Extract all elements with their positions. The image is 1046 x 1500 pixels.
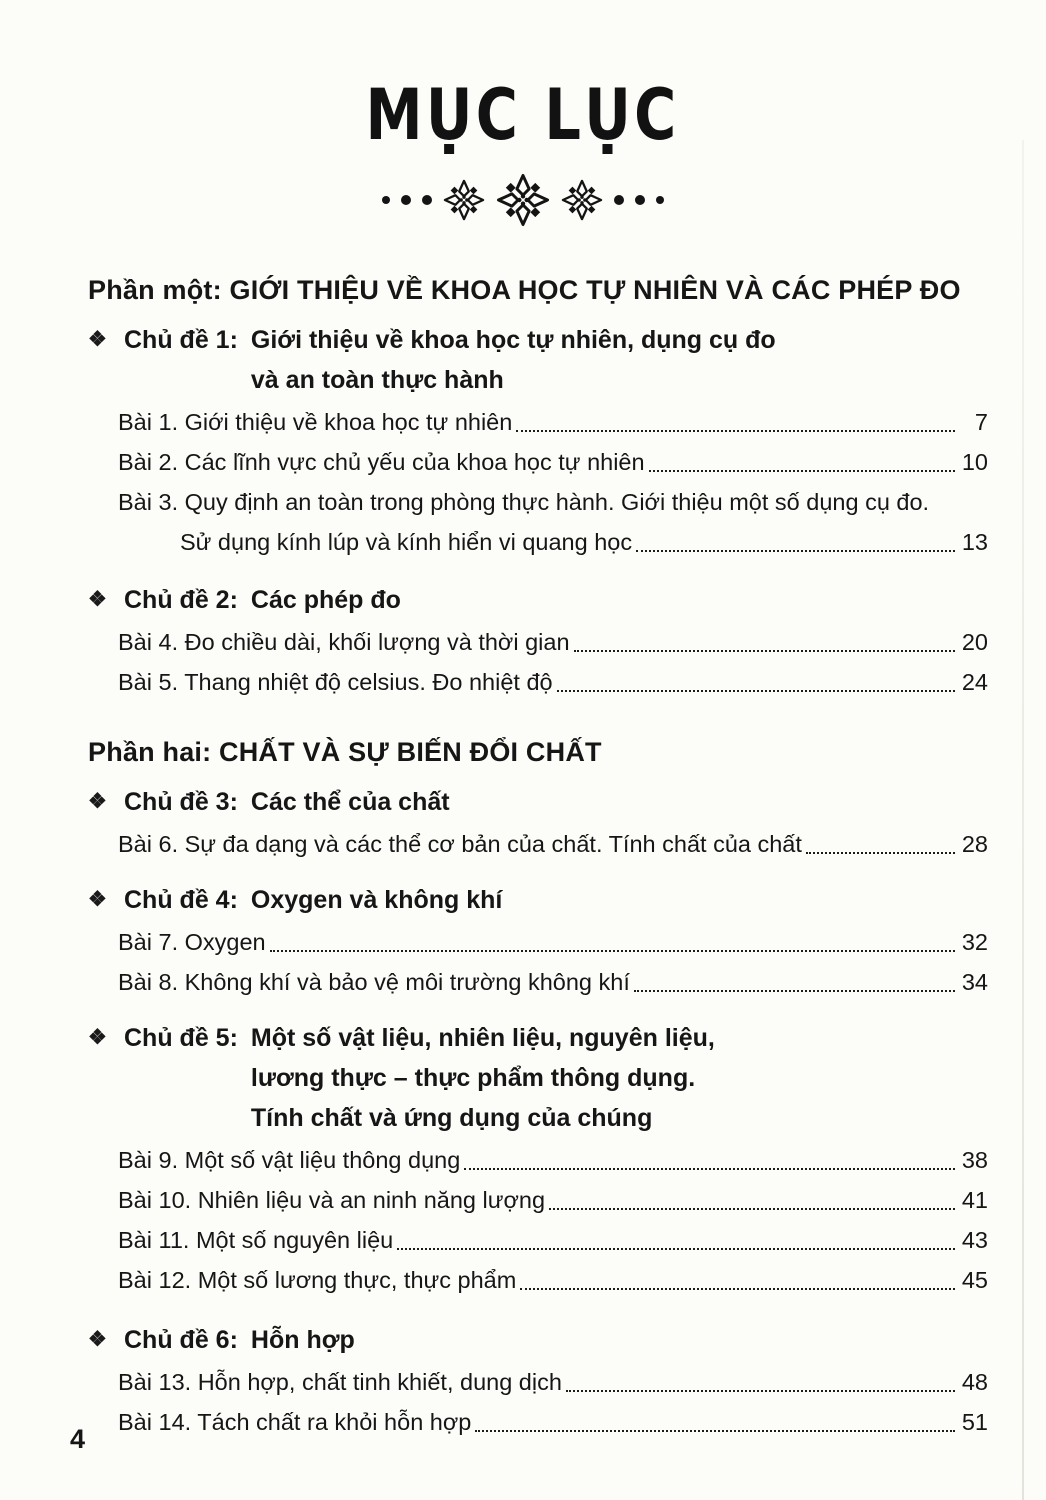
topic-title bbox=[251, 1320, 355, 1360]
flower-icon bbox=[443, 179, 485, 221]
topic-heading bbox=[88, 782, 988, 822]
lesson-text: Bài 7. Oxygen bbox=[118, 929, 266, 955]
dotted-leader bbox=[574, 650, 955, 652]
page-title bbox=[0, 72, 1046, 158]
topic-heading bbox=[88, 880, 988, 920]
topic-title-line: và an toàn thực hành bbox=[250, 366, 504, 394]
lesson-list bbox=[88, 622, 988, 702]
topic-label: Chủ đề 2: bbox=[124, 586, 238, 614]
lesson-row bbox=[118, 824, 988, 864]
lesson-page-number: 32 bbox=[961, 929, 988, 955]
lesson-text: Bài 5. Thang nhiệt độ celsius. Đo nhiệt độ bbox=[118, 669, 553, 695]
lesson-text: Sử dụng kính lúp và kính hiển vi quang học bbox=[180, 529, 633, 555]
topic-title-line: Các thể của chất bbox=[250, 788, 450, 816]
lesson-text: Bài 10. Nhiên liệu và an ninh năng lượng bbox=[118, 1187, 546, 1213]
topic-label: Chủ đề 5: bbox=[124, 1024, 238, 1052]
lesson-page-number: 41 bbox=[961, 1187, 988, 1213]
topic-title-line: Một số vật liệu, nhiên liệu, nguyên liệu, bbox=[250, 1024, 715, 1052]
dotted-leader bbox=[397, 1248, 955, 1250]
lesson-text: Bài 13. Hỗn hợp, chất tinh khiết, dung dịch bbox=[118, 1369, 562, 1395]
lesson-page-number: 45 bbox=[961, 1267, 988, 1293]
footer-page-number: 4 bbox=[70, 1424, 86, 1454]
lesson-page-number: 48 bbox=[961, 1369, 988, 1395]
flower-icon bbox=[496, 173, 550, 227]
lesson-text: Bài 11. Một số nguyên liệu bbox=[118, 1227, 394, 1253]
topic-bullet-icon: ❖ bbox=[88, 328, 107, 351]
lesson-list bbox=[88, 1362, 988, 1442]
topic-title bbox=[251, 320, 776, 400]
lesson-page-number: 24 bbox=[961, 669, 988, 695]
topic-label: Chủ đề 4: bbox=[124, 886, 238, 914]
topic-bullet-icon: ❖ bbox=[88, 1026, 107, 1049]
topic-title bbox=[251, 580, 401, 620]
lesson-page-number: 38 bbox=[961, 1147, 988, 1173]
part-heading: Phần một: GIỚI THIỆU VỀ KHOA HỌC TỰ NHIÊN VÀ CÁC PHÉP ĐO bbox=[88, 275, 961, 305]
lesson-list bbox=[88, 922, 988, 1002]
topic-title-line: lương thực – thực phẩm thông dụng. bbox=[250, 1064, 696, 1092]
topic-label: Chủ đề 6: bbox=[124, 1326, 238, 1354]
lesson-row bbox=[118, 1220, 988, 1260]
dot-icon bbox=[656, 196, 664, 204]
topic-heading bbox=[88, 320, 988, 400]
lesson-page-number: 13 bbox=[961, 529, 988, 555]
lesson-page-number: 10 bbox=[961, 449, 988, 475]
topic-title-line: Oxygen và không khí bbox=[250, 886, 503, 914]
topic-heading bbox=[88, 580, 988, 620]
lesson-text: Bài 6. Sự đa dạng và các thể cơ bản của chất. Tính chất của chất bbox=[118, 831, 802, 857]
dotted-leader bbox=[270, 950, 955, 952]
dotted-leader bbox=[549, 1208, 955, 1210]
topic-bullet-icon: ❖ bbox=[88, 588, 107, 611]
dotted-leader bbox=[464, 1168, 955, 1170]
lesson-text: Bài 9. Một số vật liệu thông dụng bbox=[118, 1147, 461, 1173]
lesson-row bbox=[118, 662, 988, 702]
lesson-page-number: 7 bbox=[974, 409, 988, 435]
lesson-row bbox=[118, 1402, 988, 1442]
lesson-row bbox=[118, 1362, 988, 1402]
dotted-leader bbox=[520, 1288, 955, 1290]
lesson-text: Bài 2. Các lĩnh vực chủ yếu của khoa học tự nhiên bbox=[118, 449, 645, 475]
topic-heading bbox=[88, 1018, 988, 1138]
lesson-page-number: 34 bbox=[961, 969, 988, 995]
dot-icon bbox=[382, 196, 390, 204]
lesson-list bbox=[88, 1140, 988, 1300]
dotted-leader bbox=[636, 550, 955, 552]
topic-label: Chủ đề 1: bbox=[124, 326, 238, 354]
lesson-list bbox=[88, 824, 988, 864]
dotted-leader bbox=[516, 430, 955, 432]
dotted-leader bbox=[649, 470, 955, 472]
lesson-row bbox=[118, 962, 988, 1002]
topic-title bbox=[251, 880, 502, 920]
page-edge-shadow bbox=[1022, 140, 1024, 1500]
lesson-page-number: 20 bbox=[961, 629, 988, 655]
topic-bullet-icon: ❖ bbox=[88, 1328, 107, 1351]
dotted-leader bbox=[566, 1390, 955, 1392]
dot-icon bbox=[614, 195, 624, 205]
lesson-text: Bài 1. Giới thiệu về khoa học tự nhiên bbox=[118, 409, 513, 435]
topic-title-line: Tính chất và ứng dụng của chúng bbox=[250, 1104, 653, 1132]
dot-icon bbox=[422, 195, 432, 205]
lesson-text: Bài 3. Quy định an toàn trong phòng thực hành. Giới thiệu một số dụng cụ đo. bbox=[118, 489, 930, 515]
lesson-text: Bài 4. Đo chiều dài, khối lượng và thời gian bbox=[118, 629, 570, 655]
dotted-leader bbox=[634, 990, 955, 992]
ornament-divider bbox=[0, 172, 1046, 228]
dotted-leader bbox=[557, 690, 955, 692]
toc-content bbox=[0, 270, 1046, 1442]
lesson-row-continuation bbox=[118, 522, 988, 562]
lesson-page-number: 43 bbox=[961, 1227, 988, 1253]
topic-title-line: Giới thiệu về khoa học tự nhiên, dụng cụ đo bbox=[250, 326, 776, 354]
part-heading: Phần hai: CHẤT VÀ SỰ BIẾN ĐỔI CHẤT bbox=[88, 737, 602, 767]
topic-title bbox=[251, 782, 450, 822]
lesson-text: Bài 14. Tách chất ra khỏi hỗn hợp bbox=[118, 1409, 472, 1435]
lesson-text: Bài 8. Không khí và bảo vệ môi trường không khí bbox=[118, 969, 630, 995]
dotted-leader bbox=[475, 1430, 955, 1432]
lesson-row bbox=[118, 482, 988, 522]
dot-icon bbox=[635, 195, 645, 205]
topic-heading bbox=[88, 1320, 988, 1360]
dot-icon bbox=[401, 195, 411, 205]
lesson-row bbox=[118, 1180, 988, 1220]
topic-title-line: Hỗn hợp bbox=[250, 1326, 355, 1354]
topic-label: Chủ đề 3: bbox=[124, 788, 238, 816]
lesson-row bbox=[118, 402, 988, 442]
topic-bullet-icon: ❖ bbox=[88, 888, 107, 911]
lesson-row bbox=[118, 922, 988, 962]
lesson-page-number: 28 bbox=[961, 831, 988, 857]
lesson-list bbox=[88, 402, 988, 562]
topic-title bbox=[251, 1018, 715, 1138]
topic-bullet-icon: ❖ bbox=[88, 790, 107, 813]
lesson-row bbox=[118, 442, 988, 482]
lesson-page-number: 51 bbox=[961, 1409, 988, 1435]
lesson-row bbox=[118, 1140, 988, 1180]
dotted-leader bbox=[806, 852, 955, 854]
lesson-text: Bài 12. Một số lương thực, thực phẩm bbox=[118, 1267, 517, 1293]
flower-icon bbox=[561, 179, 603, 221]
topic-title-line: Các phép đo bbox=[250, 586, 401, 614]
lesson-row bbox=[118, 622, 988, 662]
page-title-text: MỤC LỤC bbox=[365, 74, 681, 156]
lesson-row bbox=[118, 1260, 988, 1300]
